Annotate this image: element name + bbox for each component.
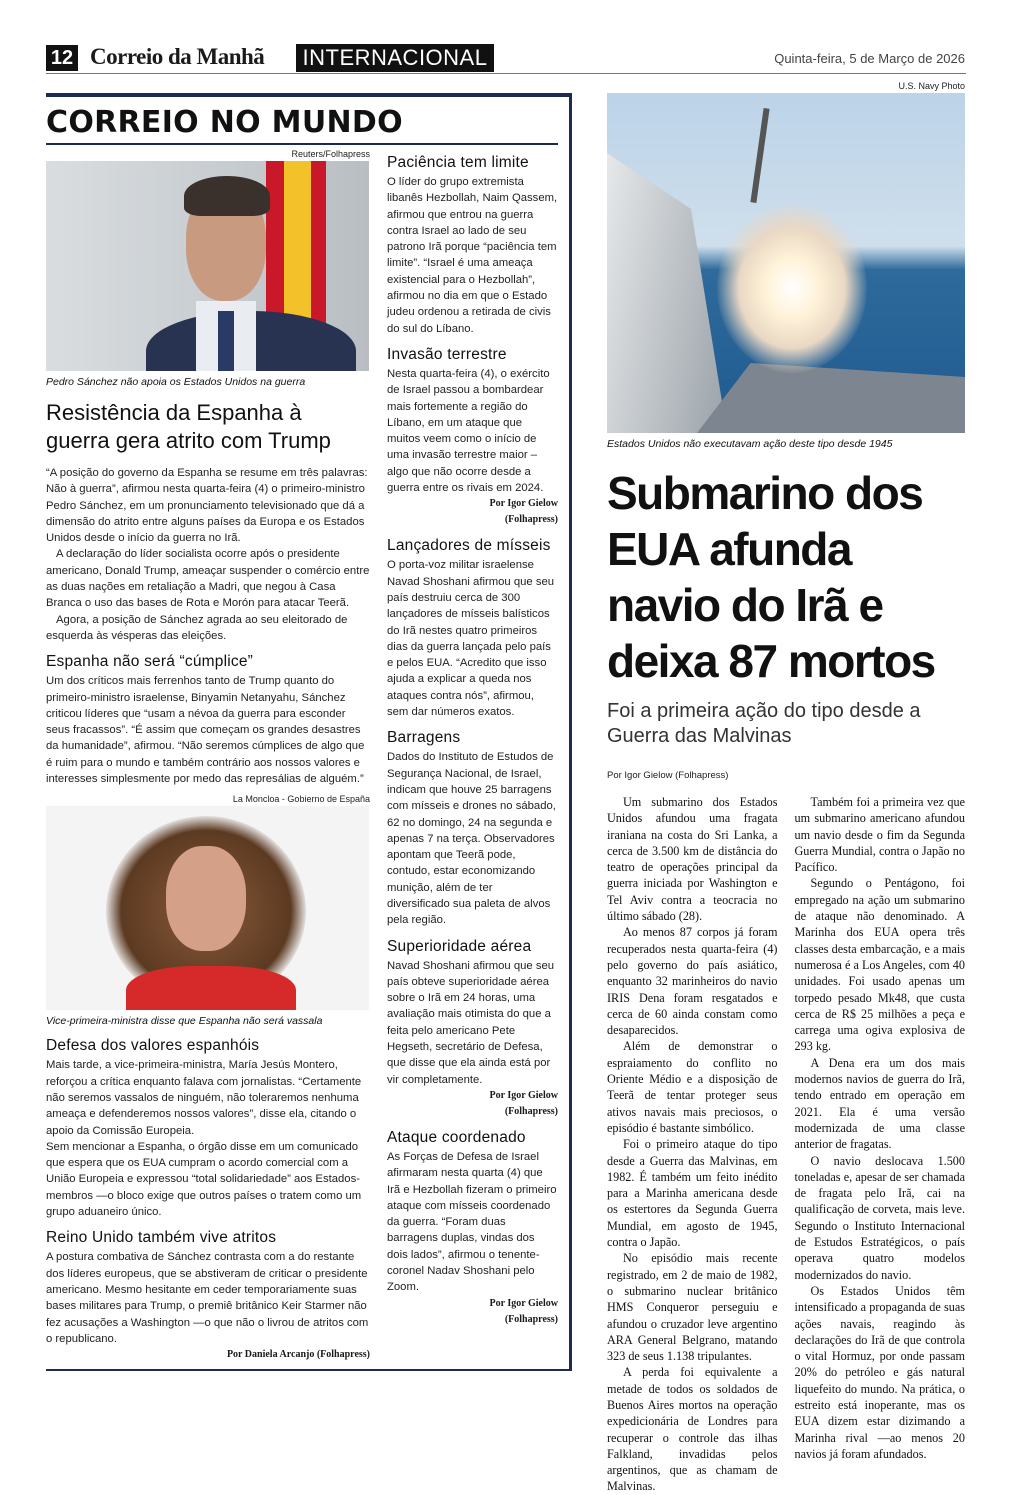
paragraph: Um dos críticos mais ferrenhos tanto de Trump quanto do primeiro-ministro israelense, Binyamin Netanyahu, Sánchez criticou líderes que “usam a névoa da guerra para esconder seus fracassos”. “É assim que começam os grandes desastres da humanidade”, afirmou. “Não seremos cúmplices de algo que é ruim para o mundo e também contrário aos nossos valores e interesses simplesmente por medo das represálias de alguém.” bbox=[46, 675, 365, 786]
photo-caption: Estados Unidos não executavam ação deste tipo desde 1945 bbox=[607, 438, 893, 450]
paragraph: Segundo o Pentágono, foi empregado na ação um submarino de ataque não denominado. A Marinha dos EUA opera três classes desta embarcação, e a mais numerosa é a Los Angeles, com 40 unidades. Foi usado apenas um torpedo pesado Mk48, que custa cerca de R$ 25 milhões a peça e carrega uma ogiva explosiva de 293 kg. bbox=[794, 876, 965, 1054]
issue-date: Quinta-feira, 5 de Março de 2026 bbox=[774, 51, 965, 66]
paragraph: Mais tarde, a vice-primeira-ministra, María Jesús Montero, reforçou a crítica enquanto falava com jornalistas. “Certamente não seremos vassalos de ninguém, não toleraremos nenhuma ameaça e defenderemos nossos valores”, disse ela, citando o apoio da Comissão Europeia. bbox=[46, 1059, 362, 1137]
subheading: Defesa dos valores espanhóis bbox=[46, 1037, 260, 1055]
photo-credit: La Moncloa - Gobierno de España bbox=[232, 794, 370, 805]
byline: Por Igor Gielow (Folhapress) bbox=[489, 498, 558, 526]
paragraph: A perda foi equivalente a metade de todos os soldados de Buenos Aires mortos na operação expedicionária de Londres para recuperar o controle das ilhas Falkland, invadidas pelos argentinos, que as chamam de Malvinas. bbox=[607, 1365, 778, 1494]
byline: Por Daniela Arcanjo (Folhapress) bbox=[226, 1349, 370, 1361]
correio-no-mundo-box bbox=[46, 93, 572, 1371]
paragraph: Navad Shoshani afirmou que seu país obteve superioridade aérea sobre o Irã em 24 horas, uma avaliação mais otimista do que a feita pelo americano Pete Hegseth, secretário de Defesa, que disse que ela ainda está por vir completamente. bbox=[387, 959, 555, 1086]
photo-credit: U.S. Navy Photo bbox=[898, 81, 965, 91]
photo-caption: Pedro Sánchez não apoia os Estados Unidos na guerra bbox=[46, 376, 306, 388]
subheading: Espanha não será “cúmplice” bbox=[46, 653, 254, 671]
subheading: Reino Unido também vive atritos bbox=[46, 1229, 277, 1247]
left-column bbox=[46, 145, 370, 1363]
notes-column bbox=[387, 145, 558, 1363]
paragraph: Agora, a posição de Sánchez agrada ao seu eleitorado de esquerda às vésperas das eleições. bbox=[46, 613, 348, 642]
paragraph: Um submarino dos Estados Unidos afundou uma fragata iraniana na costa do Sri Lanka, a cerca de 3.500 km de distância do teatro de operações principal da guerra iniciada por Washington e Tel Aviv contra a teocracia no último sábado (28). bbox=[607, 795, 778, 924]
paragraph: “A posição do governo da Espanha se resume em três palavras: Não à guerra”, afirmou nesta quarta-feira (4) o primeiro-ministro Pedro Sánchez, em um pronunciamento televisionado que dá a dimensão do atrito entre alguns países da Europa e os Estados Unidos desde o início da guerra no Irã. bbox=[46, 467, 368, 545]
newspaper-logo: Correio da Manhã bbox=[90, 44, 265, 69]
paragraph: Dados do Instituto de Estudos de Segurança Nacional, de Israel, indicam que houve 25 barragens com mísseis e drones no sábado, 62 no domingo, 24 na segunda e apenas 7 na terça. Observadores apontam que Teerã pode, contudo, estar economizando munição, além de ter diversificado sua paleta de alvos pela região. bbox=[387, 751, 556, 927]
box-headline: Resistência da Espanha à guerra gera atrito com Trump bbox=[46, 400, 331, 453]
paragraph: As Forças de Defesa de Israel afirmaram nesta quarta (4) que Irã e Hezbollah fizeram o primeiro ataque com mísseis coordenado da guerra. “Foram duas barragens duplas, vindas dos dois lados”, afirmou o tenente-coronel Nadav Shoshani pelo Zoom. bbox=[387, 1150, 557, 1294]
subheading: Invasão terrestre bbox=[387, 345, 507, 363]
paragraph: Sem mencionar a Espanha, o órgão disse em um comunicado que espera que os EUA cumpram o acordo comercial com a União Europeia e expressou “total solidariedade” aos Estados-membros —o bloco exige que outros países o tratem como um grupo aduaneiro único. bbox=[46, 1140, 362, 1219]
paragraph: A postura combativa de Sánchez contrasta com a do restante dos líderes europeus, que se abstiveram de criticar o presidente americano. Mesmo hesitante em ceder temporariamente suas bases militares para Trump, o premiê britânico Keir Starmer não fez acusações a Washington —o que não o livrou de atritos com o republicano. bbox=[46, 1251, 369, 1345]
main-article bbox=[607, 80, 965, 1495]
box-title: CORREIO NO MUNDO bbox=[46, 105, 403, 140]
subheading: Ataque coordenado bbox=[387, 1128, 526, 1146]
paragraph: A declaração do líder socialista ocorre após o presidente americano, Donald Trump, ameaçar suspender o comércio entre as duas nações em retaliação a Madri, que negou à Casa Branca o uso das bases de Rota e Morón para atacar Teerã. bbox=[46, 548, 370, 610]
photo-caption: Vice-primeira-ministra disse que Espanha não será vassala bbox=[46, 1015, 323, 1028]
header-divider bbox=[46, 73, 966, 74]
article-body bbox=[607, 794, 965, 1495]
paragraph: O navio deslocava 1.500 toneladas e, apesar de ser chamada de fragata pelo Irã, cai na qualificação de corveta, mais leve. Segundo o Instituto Internacional de Estudos Estratégicos, o país operava quatro modelos modernizados do navio. bbox=[794, 1153, 965, 1282]
article-headline: Submarino dos EUA afunda navio do Irã e deixa 87 mortos bbox=[607, 467, 935, 687]
photo-credit: Reuters/Folhapress bbox=[291, 149, 370, 159]
paragraph: Também foi a primeira vez que um submarino americano afundou um navio desde o fim da Segunda Guerra Mundial, contra o Japão no Pacífico. bbox=[794, 795, 965, 875]
subheading: Paciência tem limite bbox=[387, 154, 529, 171]
paragraph: O líder do grupo extremista libanês Hezbollah, Naim Qassem, afirmou que entrou na guerra contra Israel ao lado de seu patrono Irã porque “paciência tem limite”. “Israel é uma ameaça existencial para o Hezbollah”, afirmou no dia em que o Estado judeu ordenou a retirada de civis do sul do Líbano. bbox=[387, 176, 558, 335]
paragraph: Nesta quarta-feira (4), o exército de Israel passou a bombardear mais fortemente a região do Líbano, em um ataque que muitos veem como o início de uma invasão terrestre maior –algo que não ocorre desde a guerra entre os rivais em 2024. bbox=[387, 367, 550, 495]
paragraph: O porta-voz militar israelense Navad Shoshani afirmou que seu país destruiu cerca de 300 lançadores de mísseis balísticos do Irã nestes quatro primeiros dias da guerra lançada pelo país e pelos EUA. “Acredito que isso ajuda a explicar a queda nos ataques contra nós”, afirmou, sem dar números exatos. bbox=[387, 559, 555, 719]
paragraph: No episódio mais recente registrado, em 2 de maio de 1982, o submarino nuclear britânico HMS Conqueror perseguiu e afundou o cruzador leve argentino ARA General Belgrano, matando 323 de seus 1.138 tripulantes. bbox=[607, 1251, 778, 1364]
paragraph: Além de demonstrar o espraiamento do conflito no Oriente Médio e a disposição de Teerã de tentar proteger seus ativos navais mais preciosos, o episódio é bastante simbólico. bbox=[607, 1039, 778, 1135]
page-number: 12 bbox=[46, 45, 78, 71]
article-byline: Por Igor Gielow (Folhapress) bbox=[607, 770, 729, 781]
subheading: Lançadores de mísseis bbox=[387, 537, 551, 555]
article-subheadline: Foi a primeira ação do tipo desde a Guerra das Malvinas bbox=[607, 700, 921, 747]
section-label: INTERNACIONAL bbox=[296, 44, 494, 72]
paragraph: A Dena era um dos mais modernos navios de guerra do Irã, tendo entrado em operação em 2021. Ela é uma versão modernizada de uma classe anterior de fragatas. bbox=[794, 1055, 965, 1152]
byline: Por Igor Gielow (Folhapress) bbox=[489, 1297, 558, 1325]
subheading: Barragens bbox=[387, 729, 461, 747]
paragraph: Ao menos 87 corpos já foram recuperados nesta quarta-feira (4) pelo governo do país asiático, enquanto 32 marinheiros do navio IRIS Dena foram resgatados e cerca de 60 ainda constam como desaparecidos. bbox=[607, 925, 778, 1038]
sanchez-photo bbox=[46, 161, 369, 371]
paragraph: Foi o primeiro ataque do tipo desde a Guerra das Malvinas, em 1982. É também um feito inédito para a Marinha americana desde os estertores da Segunda Guerra Mundial, em agosto de 1945, contra o Japão. bbox=[607, 1137, 778, 1250]
paragraph: Os Estados Unidos têm intensificado a propaganda de suas ações navais, reagindo às declarações do Irã de que controla o vital Hormuz, por onde passam 20% do petróleo e gás natural liquefeito do mundo. Na prática, o estreito está inoperante, mas os EUA dizem estar dizimando a Marinha rival —ao menos 20 navios já foram afundados. bbox=[794, 1283, 965, 1461]
byline: Por Igor Gielow (Folhapress) bbox=[489, 1089, 558, 1117]
missile-launch-photo bbox=[607, 93, 965, 433]
subheading: Superioridade aérea bbox=[387, 937, 532, 955]
montero-photo bbox=[46, 806, 369, 1010]
